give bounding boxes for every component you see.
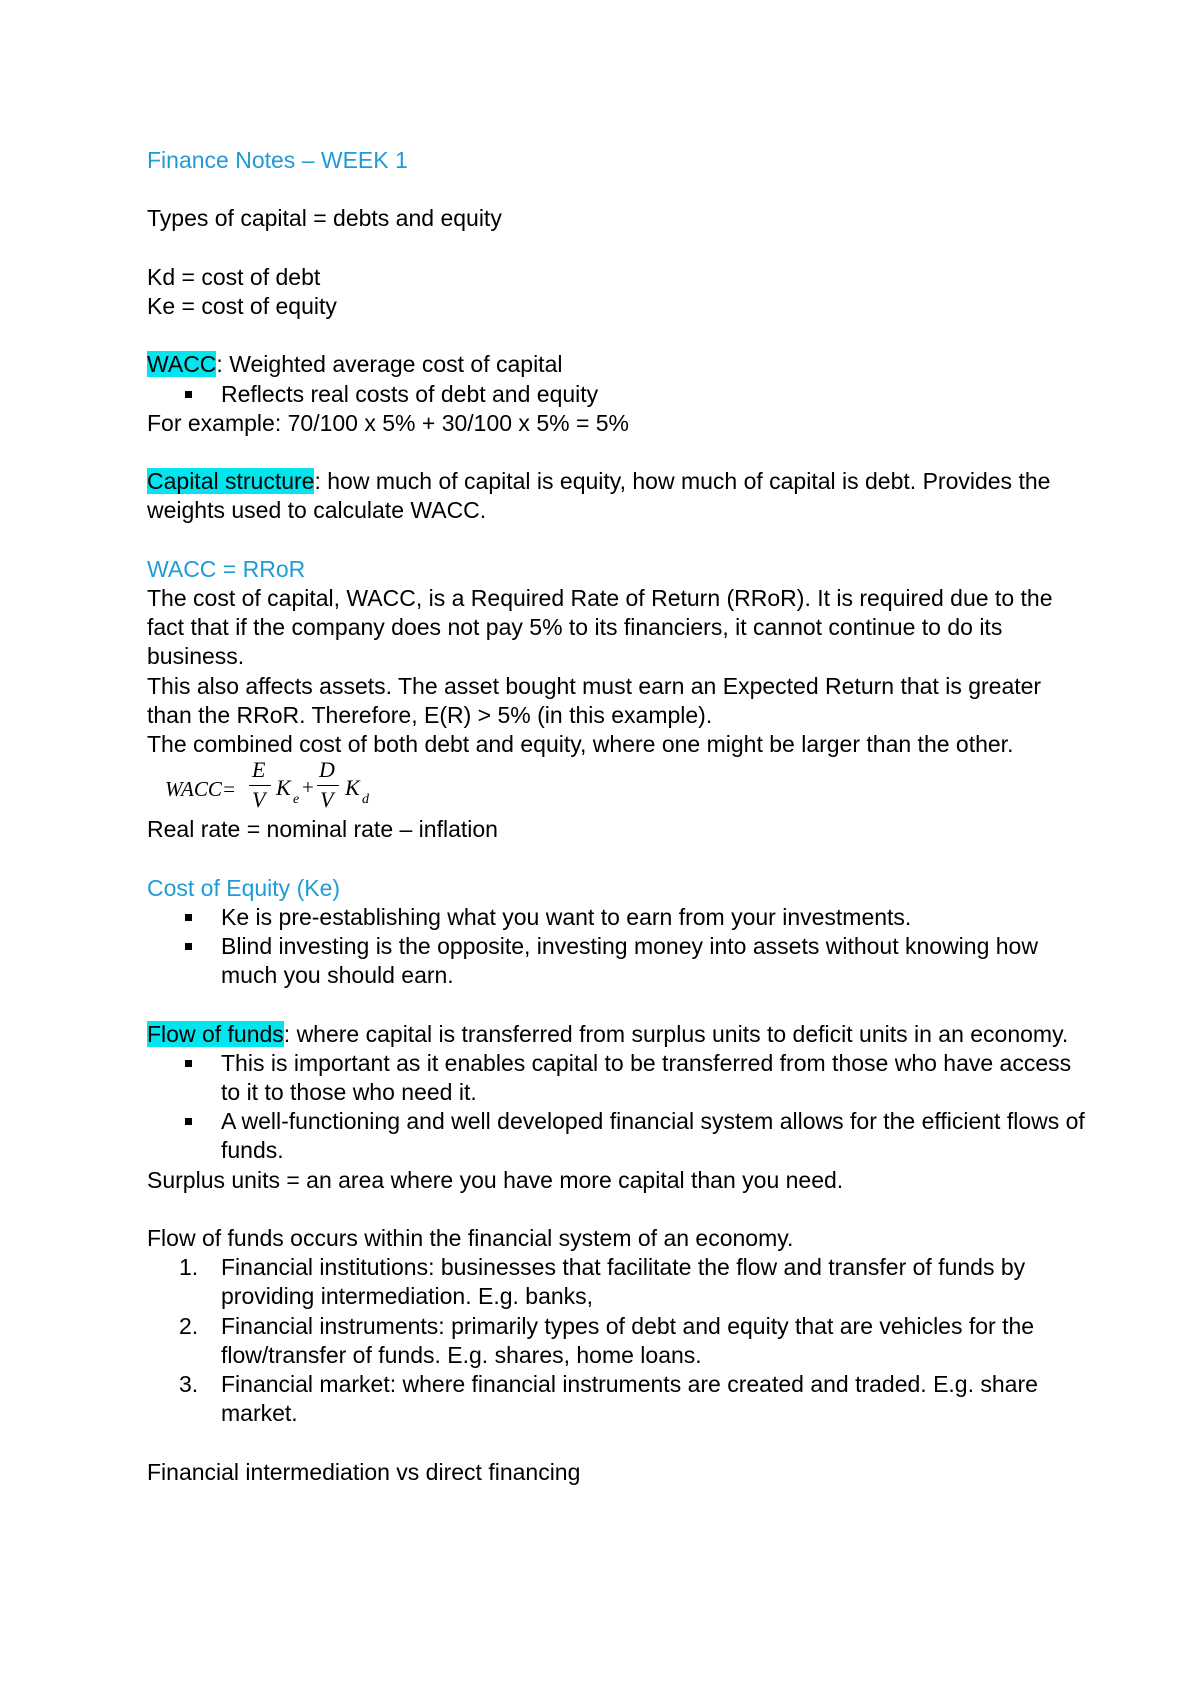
flow-of-funds-term: Flow of funds: [147, 1020, 284, 1047]
surplus-units: Surplus units = an area where you have more capital than you need.: [147, 1166, 844, 1193]
types-of-capital: Types of capital = debts and equity: [147, 205, 502, 232]
formula-kd-subscript: d: [362, 792, 369, 808]
wacc-rror-paragraph-2: This also affects assets. The asset bought must earn an Expected Return that is greater than the RRoR. Therefore, E(R) > 5% (in this example).: [147, 672, 1042, 728]
formula-lhs: WACC=: [165, 777, 237, 802]
flow-of-funds-occurs: Flow of funds occurs within the financial system of an economy.: [147, 1224, 794, 1251]
wacc-rror-paragraph-3: The combined cost of both debt and equity, where one might be larger than the other.: [147, 730, 1014, 757]
square-bullet-icon: [185, 1060, 192, 1067]
formula-ke: K: [276, 775, 291, 801]
kd-definition: Kd = cost of debt: [147, 263, 321, 290]
formula-kd: K: [345, 775, 360, 801]
wacc-example: For example: 70/100 x 5% + 30/100 x 5% = 5%: [147, 409, 630, 436]
formula-ke-subscript: e: [293, 792, 300, 808]
list-item: This is important as it enables capital to be transferred from those who have access to it to those who need it.: [147, 1049, 1087, 1107]
formula-v-denominator-1: V: [252, 787, 266, 813]
square-bullet-icon: [185, 943, 192, 950]
wacc-definition: [147, 350, 1087, 379]
cost-of-equity-bullets: [147, 903, 1087, 991]
capital-structure-term: Capital structure: [147, 468, 315, 495]
wacc-formula: [165, 759, 1087, 815]
wacc-bullets: [147, 380, 1087, 409]
wacc-term: WACC: [147, 351, 217, 378]
list-item: Blind investing is the opposite, investing money into assets without knowing how much you should earn.: [147, 932, 1087, 990]
list-item: 2. Financial instruments: primarily types of debt and equity that are vehicles for the flow/transfer of funds. E.g. shares, home loans.: [179, 1312, 1035, 1368]
square-bullet-icon: [185, 914, 192, 921]
capital-structure-definition: Capital structure: how much of capital is equity, how much of capital is debt. Provides the weights used to calculate WACC.: [147, 468, 1051, 524]
formula-e-numerator: E: [252, 757, 266, 783]
list-item: Ke is pre-establishing what you want to earn from your investments.: [147, 903, 1087, 932]
square-bullet-icon: [185, 391, 192, 398]
page-title: Finance Notes – WEEK 1: [147, 147, 408, 173]
formula-plus: +: [302, 775, 314, 800]
wacc-rror-paragraph-1: The cost of capital, WACC, is a Required Rate of Return (RRoR). It is required due to the fact that if the company does not pay 5% to its financiers, it cannot continue to do its business.: [147, 584, 1053, 670]
flow-of-funds-bullets: [147, 1049, 1087, 1166]
square-bullet-icon: [185, 1118, 192, 1125]
cost-of-equity-heading: Cost of Equity (Ke): [147, 874, 341, 901]
wacc-rror-heading: WACC = RRoR: [147, 555, 306, 582]
wacc-definition-text: : Weighted average cost of capital: [216, 351, 563, 378]
financial-system-list: [147, 1253, 1087, 1428]
intermediation-vs-direct: Financial intermediation vs direct financing: [147, 1458, 581, 1485]
notes-content: [147, 146, 1087, 1487]
list-item: A well-functioning and well developed financial system allows for the efficient flows of funds.: [147, 1107, 1087, 1165]
formula-v-denominator-2: V: [320, 787, 334, 813]
ke-definition: Ke = cost of equity: [147, 292, 337, 319]
list-item: Reflects real costs of debt and equity: [147, 380, 1087, 409]
list-item: 1. Financial institutions: businesses that facilitate the flow and transfer of funds by providing intermediation. E.g. banks,: [179, 1254, 1026, 1310]
flow-of-funds-definition: Flow of funds: where capital is transferred from surplus units to deficit units in an economy.: [147, 1020, 1069, 1047]
list-item: 3. Financial market: where financial instruments are created and traded. E.g. share market.: [179, 1371, 1038, 1427]
real-rate: Real rate = nominal rate – inflation: [147, 816, 498, 843]
formula-d-numerator: D: [319, 757, 335, 783]
